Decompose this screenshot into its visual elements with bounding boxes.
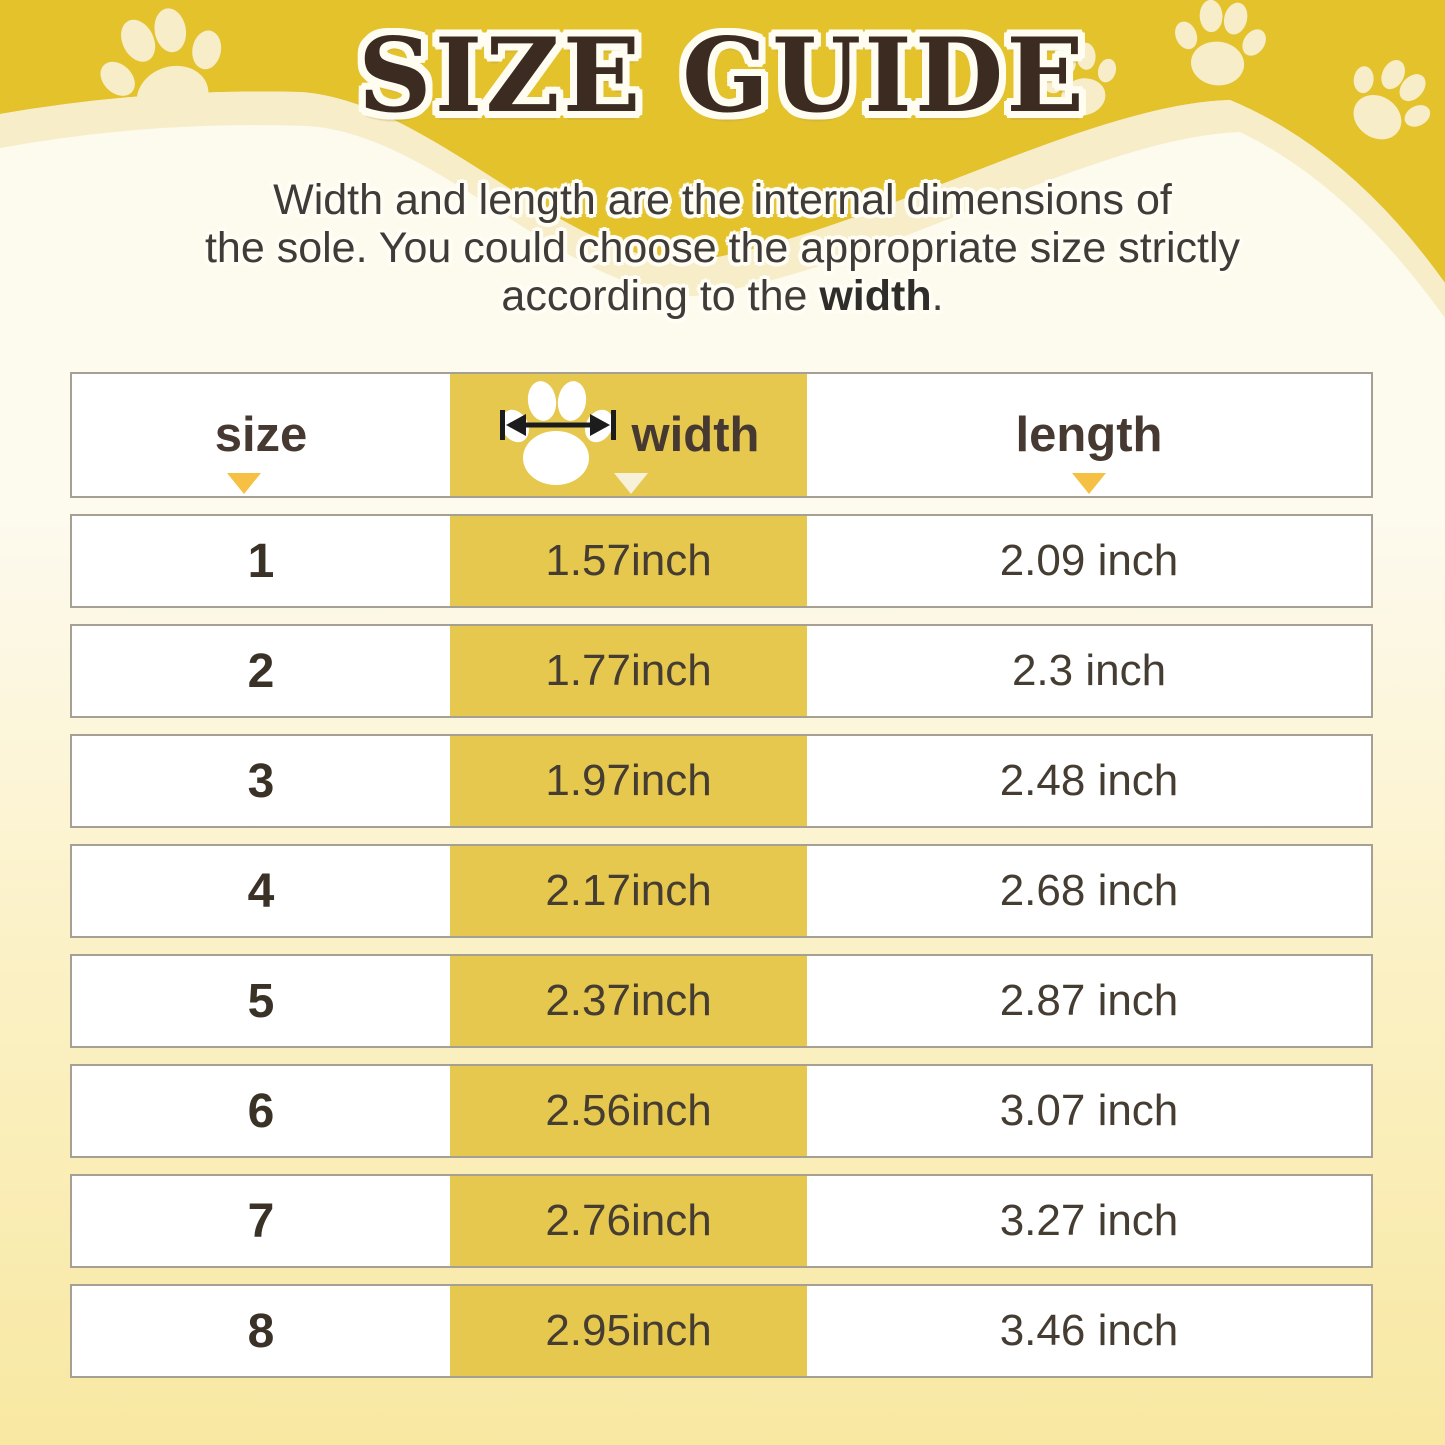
width-value: 2.76inch <box>450 1176 807 1266</box>
size-value: 8 <box>247 1304 275 1358</box>
page-title: SIZE GUIDE <box>357 16 1088 136</box>
length-value: 3.07 inch <box>999 1086 1179 1135</box>
table-row <box>70 514 1373 608</box>
header-size-cell <box>72 374 450 496</box>
description-line-2: the sole. You could choose the appropriate size strictly <box>204 224 1241 272</box>
length-marker-triangle <box>1072 473 1106 494</box>
size-value: 3 <box>247 754 275 808</box>
size-column-label: size <box>214 408 308 462</box>
width-value: 1.57inch <box>450 516 807 606</box>
table-row <box>70 1284 1373 1378</box>
size-value: 1 <box>247 534 275 588</box>
size-value: 6 <box>247 1084 275 1138</box>
description-line-3: according to the width. <box>501 272 944 320</box>
table-row <box>70 954 1373 1048</box>
table-row <box>70 1064 1373 1158</box>
size-table <box>70 372 1373 1378</box>
table-row <box>70 734 1373 828</box>
width-value: 2.37inch <box>450 956 807 1046</box>
length-column-label: length <box>1015 408 1163 462</box>
width-value: 2.56inch <box>450 1066 807 1156</box>
length-value: 3.46 inch <box>999 1306 1179 1355</box>
size-value: 4 <box>247 864 275 918</box>
width-value: 1.97inch <box>450 736 807 826</box>
width-value: 2.17inch <box>450 846 807 936</box>
size-marker-triangle <box>227 473 261 494</box>
width-value: 2.95inch <box>450 1286 807 1376</box>
table-body <box>70 514 1373 1378</box>
length-value: 2.87 inch <box>999 976 1179 1025</box>
width-emphasis: width <box>819 272 932 320</box>
description-text <box>0 176 1445 320</box>
width-marker-triangle <box>614 473 648 494</box>
paw-width-measure-icon <box>498 380 618 492</box>
length-value: 3.27 inch <box>999 1196 1179 1245</box>
table-row <box>70 624 1373 718</box>
length-value: 2.3 inch <box>1011 646 1167 695</box>
table-row <box>70 1174 1373 1268</box>
length-value: 2.68 inch <box>999 866 1179 915</box>
length-value: 2.48 inch <box>999 756 1179 805</box>
description-line-1: Width and length are the internal dimensions of <box>273 176 1172 224</box>
size-value: 2 <box>247 644 275 698</box>
table-row <box>70 844 1373 938</box>
length-value: 2.09 inch <box>999 536 1179 585</box>
size-value: 7 <box>247 1194 275 1248</box>
size-value: 5 <box>247 974 275 1028</box>
table-header-row <box>70 372 1373 498</box>
width-value: 1.77inch <box>450 626 807 716</box>
width-column-label: width <box>631 408 760 462</box>
